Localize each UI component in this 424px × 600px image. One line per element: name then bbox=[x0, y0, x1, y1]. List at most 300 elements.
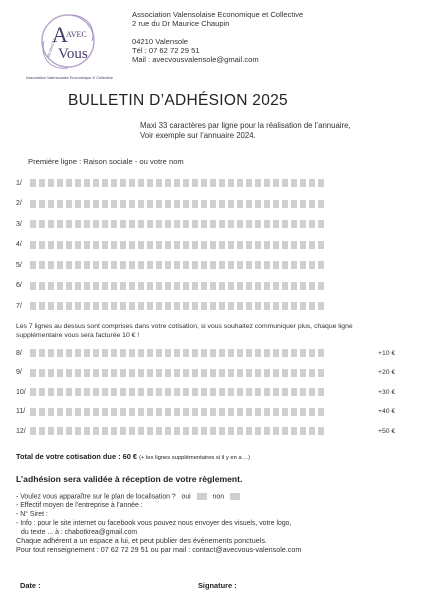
character-box[interactable] bbox=[48, 408, 54, 416]
character-box[interactable] bbox=[264, 302, 270, 310]
character-box[interactable] bbox=[291, 220, 297, 228]
character-box[interactable] bbox=[165, 369, 171, 377]
character-box[interactable] bbox=[30, 427, 36, 435]
character-boxes[interactable] bbox=[30, 388, 324, 396]
character-box[interactable] bbox=[174, 302, 180, 310]
character-box[interactable] bbox=[219, 302, 225, 310]
character-box[interactable] bbox=[264, 388, 270, 396]
character-box[interactable] bbox=[57, 408, 63, 416]
character-box[interactable] bbox=[93, 388, 99, 396]
character-box[interactable] bbox=[66, 179, 72, 187]
character-box[interactable] bbox=[30, 302, 36, 310]
character-box[interactable] bbox=[255, 241, 261, 249]
character-box[interactable] bbox=[282, 369, 288, 377]
character-box[interactable] bbox=[102, 369, 108, 377]
character-box[interactable] bbox=[165, 302, 171, 310]
character-box[interactable] bbox=[318, 261, 324, 269]
character-box[interactable] bbox=[318, 349, 324, 357]
character-box[interactable] bbox=[57, 427, 63, 435]
character-box[interactable] bbox=[300, 388, 306, 396]
character-box[interactable] bbox=[102, 200, 108, 208]
character-box[interactable] bbox=[210, 241, 216, 249]
character-box[interactable] bbox=[30, 369, 36, 377]
character-box[interactable] bbox=[273, 220, 279, 228]
character-box[interactable] bbox=[237, 388, 243, 396]
character-box[interactable] bbox=[39, 241, 45, 249]
character-box[interactable] bbox=[138, 261, 144, 269]
character-box[interactable] bbox=[183, 369, 189, 377]
character-box[interactable] bbox=[318, 427, 324, 435]
character-box[interactable] bbox=[300, 369, 306, 377]
character-box[interactable] bbox=[255, 220, 261, 228]
character-box[interactable] bbox=[102, 282, 108, 290]
character-box[interactable] bbox=[102, 241, 108, 249]
character-box[interactable] bbox=[39, 388, 45, 396]
character-box[interactable] bbox=[183, 261, 189, 269]
character-box[interactable] bbox=[219, 388, 225, 396]
character-box[interactable] bbox=[282, 408, 288, 416]
character-box[interactable] bbox=[192, 388, 198, 396]
character-box[interactable] bbox=[57, 200, 63, 208]
character-box[interactable] bbox=[192, 369, 198, 377]
character-box[interactable] bbox=[219, 241, 225, 249]
character-box[interactable] bbox=[120, 261, 126, 269]
character-box[interactable] bbox=[75, 369, 81, 377]
character-box[interactable] bbox=[210, 388, 216, 396]
character-box[interactable] bbox=[75, 349, 81, 357]
character-box[interactable] bbox=[129, 282, 135, 290]
character-box[interactable] bbox=[93, 220, 99, 228]
character-box[interactable] bbox=[201, 349, 207, 357]
character-box[interactable] bbox=[318, 200, 324, 208]
character-box[interactable] bbox=[300, 427, 306, 435]
character-box[interactable] bbox=[264, 282, 270, 290]
character-box[interactable] bbox=[300, 302, 306, 310]
character-box[interactable] bbox=[228, 427, 234, 435]
character-box[interactable] bbox=[246, 282, 252, 290]
character-box[interactable] bbox=[129, 369, 135, 377]
character-box[interactable] bbox=[282, 179, 288, 187]
character-box[interactable] bbox=[309, 241, 315, 249]
character-box[interactable] bbox=[75, 261, 81, 269]
character-box[interactable] bbox=[282, 302, 288, 310]
character-box[interactable] bbox=[174, 241, 180, 249]
character-box[interactable] bbox=[174, 427, 180, 435]
character-box[interactable] bbox=[75, 427, 81, 435]
character-box[interactable] bbox=[93, 200, 99, 208]
character-box[interactable] bbox=[201, 302, 207, 310]
character-box[interactable] bbox=[30, 408, 36, 416]
character-box[interactable] bbox=[147, 179, 153, 187]
character-box[interactable] bbox=[165, 349, 171, 357]
character-box[interactable] bbox=[66, 302, 72, 310]
character-box[interactable] bbox=[192, 302, 198, 310]
character-box[interactable] bbox=[147, 241, 153, 249]
character-boxes[interactable] bbox=[30, 408, 324, 416]
character-box[interactable] bbox=[111, 179, 117, 187]
character-box[interactable] bbox=[66, 369, 72, 377]
character-box[interactable] bbox=[210, 349, 216, 357]
character-box[interactable] bbox=[93, 408, 99, 416]
character-box[interactable] bbox=[183, 427, 189, 435]
character-box[interactable] bbox=[165, 220, 171, 228]
character-box[interactable] bbox=[48, 369, 54, 377]
character-box[interactable] bbox=[219, 369, 225, 377]
character-boxes[interactable] bbox=[30, 241, 324, 249]
character-box[interactable] bbox=[156, 282, 162, 290]
character-box[interactable] bbox=[273, 302, 279, 310]
character-box[interactable] bbox=[300, 408, 306, 416]
character-box[interactable] bbox=[255, 427, 261, 435]
character-box[interactable] bbox=[129, 241, 135, 249]
character-box[interactable] bbox=[120, 349, 126, 357]
character-box[interactable] bbox=[48, 388, 54, 396]
character-box[interactable] bbox=[273, 179, 279, 187]
character-box[interactable] bbox=[201, 427, 207, 435]
character-box[interactable] bbox=[138, 408, 144, 416]
character-box[interactable] bbox=[102, 261, 108, 269]
character-box[interactable] bbox=[246, 179, 252, 187]
character-box[interactable] bbox=[210, 427, 216, 435]
character-box[interactable] bbox=[66, 427, 72, 435]
character-box[interactable] bbox=[84, 388, 90, 396]
character-box[interactable] bbox=[57, 220, 63, 228]
character-box[interactable] bbox=[156, 241, 162, 249]
non-checkbox[interactable] bbox=[230, 493, 240, 500]
character-box[interactable] bbox=[273, 261, 279, 269]
character-box[interactable] bbox=[30, 349, 36, 357]
character-box[interactable] bbox=[228, 282, 234, 290]
character-box[interactable] bbox=[192, 220, 198, 228]
character-box[interactable] bbox=[84, 408, 90, 416]
character-box[interactable] bbox=[291, 261, 297, 269]
character-box[interactable] bbox=[237, 241, 243, 249]
character-box[interactable] bbox=[147, 200, 153, 208]
character-box[interactable] bbox=[93, 282, 99, 290]
character-box[interactable] bbox=[156, 408, 162, 416]
character-boxes[interactable] bbox=[30, 282, 324, 290]
character-box[interactable] bbox=[255, 200, 261, 208]
character-box[interactable] bbox=[111, 302, 117, 310]
character-box[interactable] bbox=[201, 200, 207, 208]
character-box[interactable] bbox=[156, 388, 162, 396]
character-boxes[interactable] bbox=[30, 220, 324, 228]
character-box[interactable] bbox=[66, 408, 72, 416]
character-box[interactable] bbox=[156, 220, 162, 228]
character-box[interactable] bbox=[57, 349, 63, 357]
character-box[interactable] bbox=[192, 261, 198, 269]
character-box[interactable] bbox=[309, 427, 315, 435]
character-box[interactable] bbox=[228, 408, 234, 416]
character-box[interactable] bbox=[246, 388, 252, 396]
character-boxes[interactable] bbox=[30, 200, 324, 208]
character-box[interactable] bbox=[75, 200, 81, 208]
character-box[interactable] bbox=[48, 349, 54, 357]
character-box[interactable] bbox=[93, 179, 99, 187]
character-box[interactable] bbox=[273, 349, 279, 357]
character-box[interactable] bbox=[138, 179, 144, 187]
character-box[interactable] bbox=[120, 200, 126, 208]
character-box[interactable] bbox=[183, 241, 189, 249]
character-box[interactable] bbox=[102, 427, 108, 435]
character-box[interactable] bbox=[210, 369, 216, 377]
character-box[interactable] bbox=[183, 200, 189, 208]
character-box[interactable] bbox=[111, 388, 117, 396]
character-box[interactable] bbox=[210, 302, 216, 310]
character-boxes[interactable] bbox=[30, 179, 324, 187]
character-box[interactable] bbox=[120, 408, 126, 416]
character-box[interactable] bbox=[129, 408, 135, 416]
character-box[interactable] bbox=[156, 200, 162, 208]
character-box[interactable] bbox=[228, 241, 234, 249]
character-box[interactable] bbox=[237, 282, 243, 290]
character-box[interactable] bbox=[192, 179, 198, 187]
character-box[interactable] bbox=[309, 200, 315, 208]
character-boxes[interactable] bbox=[30, 369, 324, 377]
character-box[interactable] bbox=[300, 220, 306, 228]
character-box[interactable] bbox=[48, 241, 54, 249]
character-box[interactable] bbox=[30, 220, 36, 228]
character-box[interactable] bbox=[201, 388, 207, 396]
character-box[interactable] bbox=[318, 241, 324, 249]
character-box[interactable] bbox=[48, 302, 54, 310]
character-box[interactable] bbox=[111, 261, 117, 269]
character-box[interactable] bbox=[30, 388, 36, 396]
character-box[interactable] bbox=[309, 282, 315, 290]
character-box[interactable] bbox=[291, 302, 297, 310]
character-box[interactable] bbox=[291, 179, 297, 187]
character-box[interactable] bbox=[57, 369, 63, 377]
character-box[interactable] bbox=[255, 408, 261, 416]
character-box[interactable] bbox=[48, 220, 54, 228]
character-box[interactable] bbox=[48, 427, 54, 435]
character-box[interactable] bbox=[75, 388, 81, 396]
character-box[interactable] bbox=[147, 349, 153, 357]
character-box[interactable] bbox=[147, 220, 153, 228]
character-box[interactable] bbox=[138, 349, 144, 357]
character-box[interactable] bbox=[165, 388, 171, 396]
character-box[interactable] bbox=[174, 408, 180, 416]
character-box[interactable] bbox=[48, 282, 54, 290]
character-box[interactable] bbox=[246, 427, 252, 435]
character-box[interactable] bbox=[75, 408, 81, 416]
character-box[interactable] bbox=[84, 241, 90, 249]
character-box[interactable] bbox=[174, 220, 180, 228]
character-box[interactable] bbox=[282, 261, 288, 269]
character-box[interactable] bbox=[93, 241, 99, 249]
character-box[interactable] bbox=[255, 179, 261, 187]
character-box[interactable] bbox=[282, 427, 288, 435]
character-box[interactable] bbox=[291, 241, 297, 249]
character-box[interactable] bbox=[246, 200, 252, 208]
character-box[interactable] bbox=[120, 220, 126, 228]
character-box[interactable] bbox=[291, 388, 297, 396]
character-box[interactable] bbox=[282, 220, 288, 228]
character-box[interactable] bbox=[291, 282, 297, 290]
character-box[interactable] bbox=[129, 220, 135, 228]
character-box[interactable] bbox=[156, 427, 162, 435]
character-box[interactable] bbox=[30, 241, 36, 249]
character-box[interactable] bbox=[183, 179, 189, 187]
character-box[interactable] bbox=[219, 427, 225, 435]
character-box[interactable] bbox=[138, 302, 144, 310]
character-box[interactable] bbox=[84, 220, 90, 228]
character-box[interactable] bbox=[120, 241, 126, 249]
character-box[interactable] bbox=[165, 179, 171, 187]
character-box[interactable] bbox=[264, 369, 270, 377]
character-box[interactable] bbox=[309, 261, 315, 269]
character-box[interactable] bbox=[66, 349, 72, 357]
character-box[interactable] bbox=[174, 282, 180, 290]
character-box[interactable] bbox=[66, 282, 72, 290]
character-box[interactable] bbox=[291, 408, 297, 416]
character-box[interactable] bbox=[201, 241, 207, 249]
character-box[interactable] bbox=[66, 261, 72, 269]
character-box[interactable] bbox=[84, 261, 90, 269]
character-box[interactable] bbox=[255, 369, 261, 377]
character-box[interactable] bbox=[237, 349, 243, 357]
character-box[interactable] bbox=[57, 388, 63, 396]
character-box[interactable] bbox=[102, 220, 108, 228]
character-box[interactable] bbox=[219, 408, 225, 416]
character-box[interactable] bbox=[120, 388, 126, 396]
character-box[interactable] bbox=[255, 261, 261, 269]
character-box[interactable] bbox=[228, 179, 234, 187]
character-box[interactable] bbox=[111, 241, 117, 249]
character-box[interactable] bbox=[84, 179, 90, 187]
character-box[interactable] bbox=[156, 349, 162, 357]
character-box[interactable] bbox=[210, 261, 216, 269]
character-box[interactable] bbox=[273, 200, 279, 208]
character-box[interactable] bbox=[318, 369, 324, 377]
character-box[interactable] bbox=[111, 427, 117, 435]
character-box[interactable] bbox=[237, 302, 243, 310]
character-box[interactable] bbox=[237, 408, 243, 416]
character-box[interactable] bbox=[129, 261, 135, 269]
character-box[interactable] bbox=[219, 220, 225, 228]
character-box[interactable] bbox=[156, 302, 162, 310]
character-box[interactable] bbox=[309, 349, 315, 357]
character-box[interactable] bbox=[192, 427, 198, 435]
character-box[interactable] bbox=[300, 179, 306, 187]
character-box[interactable] bbox=[39, 220, 45, 228]
character-box[interactable] bbox=[264, 241, 270, 249]
character-box[interactable] bbox=[300, 200, 306, 208]
character-box[interactable] bbox=[66, 241, 72, 249]
character-box[interactable] bbox=[129, 427, 135, 435]
character-box[interactable] bbox=[183, 408, 189, 416]
character-box[interactable] bbox=[228, 349, 234, 357]
character-box[interactable] bbox=[111, 369, 117, 377]
character-box[interactable] bbox=[228, 369, 234, 377]
character-box[interactable] bbox=[93, 349, 99, 357]
character-box[interactable] bbox=[102, 179, 108, 187]
character-box[interactable] bbox=[228, 388, 234, 396]
character-box[interactable] bbox=[174, 179, 180, 187]
character-box[interactable] bbox=[111, 408, 117, 416]
character-box[interactable] bbox=[201, 282, 207, 290]
character-box[interactable] bbox=[120, 179, 126, 187]
character-box[interactable] bbox=[156, 179, 162, 187]
character-box[interactable] bbox=[318, 408, 324, 416]
character-box[interactable] bbox=[57, 282, 63, 290]
character-box[interactable] bbox=[228, 261, 234, 269]
character-box[interactable] bbox=[237, 220, 243, 228]
character-box[interactable] bbox=[264, 427, 270, 435]
character-box[interactable] bbox=[192, 408, 198, 416]
character-box[interactable] bbox=[309, 302, 315, 310]
character-box[interactable] bbox=[192, 349, 198, 357]
character-box[interactable] bbox=[48, 200, 54, 208]
character-box[interactable] bbox=[246, 349, 252, 357]
character-box[interactable] bbox=[282, 241, 288, 249]
character-box[interactable] bbox=[237, 179, 243, 187]
character-box[interactable] bbox=[156, 261, 162, 269]
character-box[interactable] bbox=[201, 261, 207, 269]
character-box[interactable] bbox=[264, 179, 270, 187]
character-box[interactable] bbox=[147, 427, 153, 435]
date-field[interactable]: Date : bbox=[20, 581, 41, 590]
character-box[interactable] bbox=[309, 179, 315, 187]
character-box[interactable] bbox=[237, 261, 243, 269]
character-box[interactable] bbox=[147, 282, 153, 290]
character-box[interactable] bbox=[309, 408, 315, 416]
character-box[interactable] bbox=[210, 408, 216, 416]
character-box[interactable] bbox=[201, 179, 207, 187]
character-box[interactable] bbox=[57, 179, 63, 187]
character-box[interactable] bbox=[66, 388, 72, 396]
character-box[interactable] bbox=[237, 427, 243, 435]
character-box[interactable] bbox=[129, 302, 135, 310]
character-box[interactable] bbox=[48, 261, 54, 269]
character-box[interactable] bbox=[246, 241, 252, 249]
character-box[interactable] bbox=[174, 369, 180, 377]
character-boxes[interactable] bbox=[30, 349, 324, 357]
character-box[interactable] bbox=[57, 302, 63, 310]
character-box[interactable] bbox=[39, 302, 45, 310]
effectif-field[interactable]: - Effectif moyen de l’entreprise à l’année : bbox=[16, 502, 143, 510]
character-box[interactable] bbox=[219, 261, 225, 269]
character-box[interactable] bbox=[192, 200, 198, 208]
character-box[interactable] bbox=[147, 261, 153, 269]
character-box[interactable] bbox=[39, 369, 45, 377]
character-box[interactable] bbox=[183, 388, 189, 396]
character-box[interactable] bbox=[210, 200, 216, 208]
character-box[interactable] bbox=[129, 179, 135, 187]
character-box[interactable] bbox=[273, 282, 279, 290]
character-box[interactable] bbox=[201, 369, 207, 377]
character-box[interactable] bbox=[228, 220, 234, 228]
character-box[interactable] bbox=[75, 220, 81, 228]
signature-field[interactable]: Signature : bbox=[198, 581, 237, 590]
character-box[interactable] bbox=[291, 369, 297, 377]
character-box[interactable] bbox=[282, 282, 288, 290]
character-box[interactable] bbox=[102, 388, 108, 396]
character-box[interactable] bbox=[39, 427, 45, 435]
character-box[interactable] bbox=[273, 427, 279, 435]
character-box[interactable] bbox=[129, 388, 135, 396]
character-box[interactable] bbox=[66, 200, 72, 208]
character-box[interactable] bbox=[219, 282, 225, 290]
character-box[interactable] bbox=[300, 261, 306, 269]
character-box[interactable] bbox=[219, 179, 225, 187]
character-box[interactable] bbox=[309, 220, 315, 228]
character-box[interactable] bbox=[219, 349, 225, 357]
character-box[interactable] bbox=[273, 241, 279, 249]
character-box[interactable] bbox=[300, 349, 306, 357]
character-box[interactable] bbox=[30, 261, 36, 269]
character-box[interactable] bbox=[111, 220, 117, 228]
